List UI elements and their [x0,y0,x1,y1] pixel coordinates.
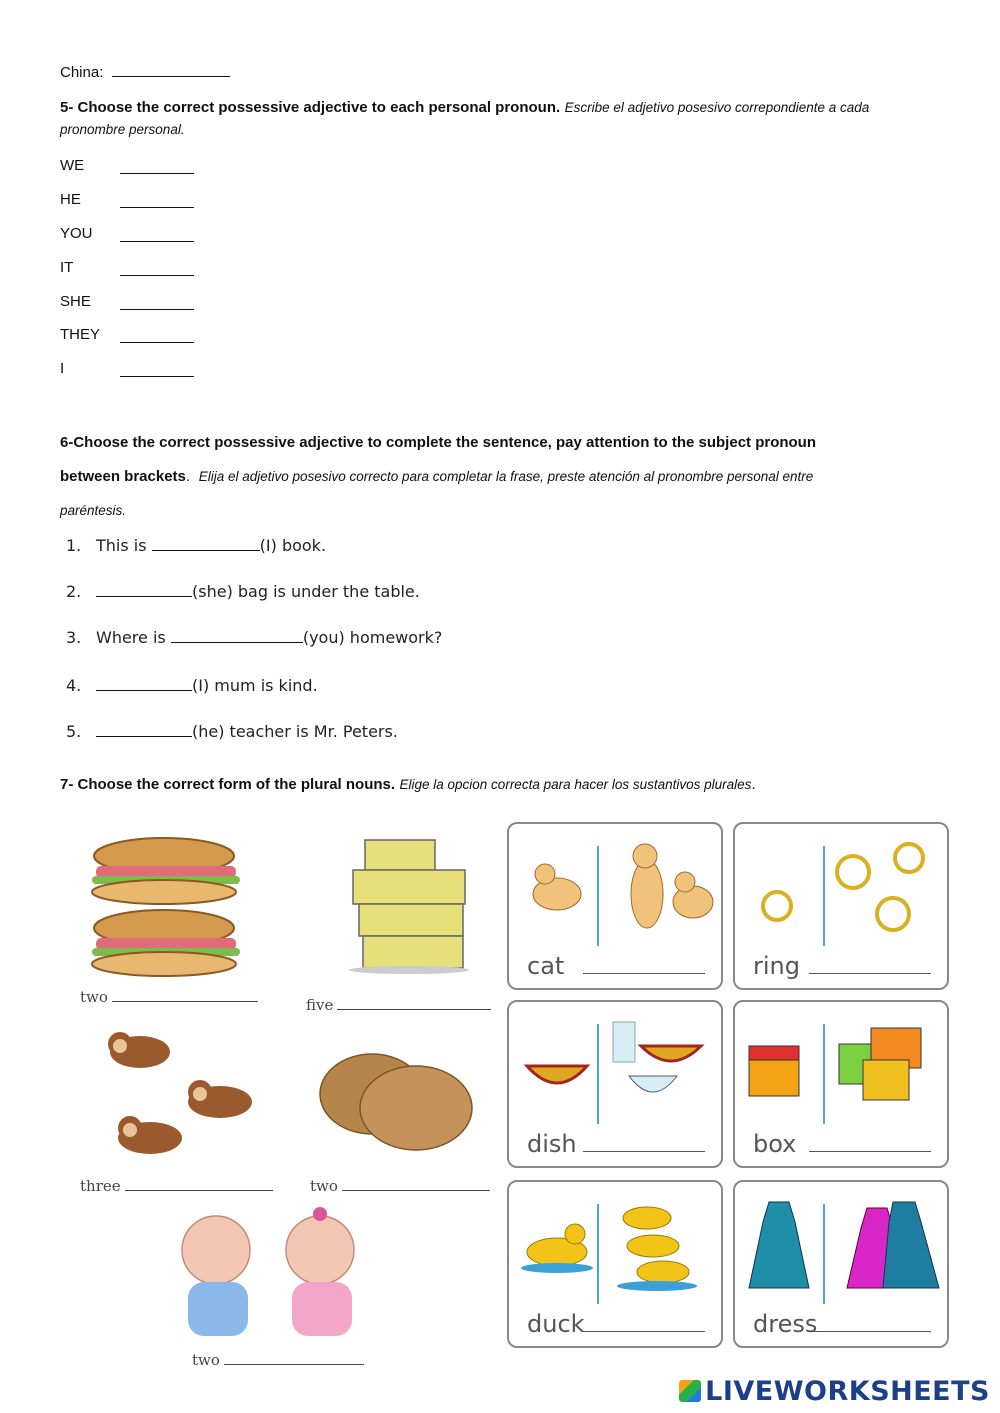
pronoun-row-we [60,157,260,179]
pronoun-row-you [60,225,260,247]
quantity-word: two [310,1177,338,1195]
card-dish [507,1000,723,1168]
sentence-answer-blank[interactable] [171,628,303,643]
ring-icon [743,832,943,942]
card-box [733,1000,949,1168]
sentence-number: 4. [66,676,82,695]
pronoun-answer-blank[interactable] [120,241,194,242]
quantity-word: two [192,1351,220,1369]
pronoun-answer-blank[interactable] [120,309,194,310]
sandwiches-illustration [84,836,246,982]
sentence-after: (he) teacher is Mr. Peters. [192,722,398,741]
pronoun-answer-blank[interactable] [120,342,194,343]
card-word: dress [753,1310,818,1338]
pronoun-label: WE [60,157,85,174]
sentence-5 [66,722,398,741]
pronoun-label: THEY [60,326,101,343]
sentence-number: 5. [66,722,82,741]
pronoun-row-she [60,293,260,315]
pronoun-answer-blank[interactable] [120,275,194,276]
sentence-before: This is [96,536,152,555]
potatoes-illustration [316,1038,476,1158]
exercise-7-heading: 7- Choose the correct form of the plural nouns. Elige la opcion correcta para hacer los sustantivos plurales. [60,776,756,793]
potatoes-answer-blank[interactable] [342,1190,490,1191]
pronoun-label: IT [60,259,74,276]
babies-illustration [170,1206,370,1346]
box-icon [743,1016,943,1116]
sentence-after: (I) mum is kind. [192,676,318,695]
pronoun-answer-blank[interactable] [120,376,194,377]
sentence-after: (you) homework? [302,628,443,647]
quantity-word: three [80,1177,121,1195]
monkeys-label [80,1177,273,1195]
card-cat [507,822,723,990]
pronoun-answer-blank[interactable] [120,173,194,174]
card-divider [823,1204,825,1304]
sentence-answer-blank[interactable] [96,582,192,597]
cat-answer-blank[interactable] [583,973,705,974]
card-word: dish [527,1130,577,1158]
sentence-1 [66,536,326,555]
pronoun-row-it [60,259,260,281]
card-word: box [753,1130,797,1158]
logo-text: LIVEWORKSHEETS [705,1376,990,1407]
card-divider [823,1024,825,1124]
dress-answer-blank[interactable] [809,1331,931,1332]
duck-answer-blank[interactable] [583,1331,705,1332]
sentence-number: 1. [66,536,82,555]
babies-label [192,1351,364,1369]
exercise-5-subtitle: Escribe el adjetivo posesivo correpondiente a cada [564,100,870,115]
pronoun-row-i [60,360,260,382]
quantity-word: two [80,988,108,1006]
exercise-5-title: 5- Choose the correct possessive adjective to each personal pronoun. [60,99,561,116]
card-word: ring [753,952,800,980]
card-duck [507,1180,723,1348]
pronoun-answer-blank[interactable] [120,207,194,208]
logo-icon [679,1380,701,1402]
quantity-word: five [306,996,334,1014]
china-answer-blank[interactable] [112,62,230,77]
pronoun-label: I [60,360,65,377]
sentence-2 [66,582,420,601]
exercise-6-subtitle: Elija el adjetivo posesivo correcto para completar la frase, preste atención al pronombre personal entre [198,469,814,484]
exercise-6-title-2: between brackets [60,468,186,485]
monkeys-illustration [100,1018,276,1168]
babies-answer-blank[interactable] [224,1364,364,1365]
exercise-6-title: 6-Choose the correct possessive adjective to complete the sentence, pay attention to the subject pronoun [60,434,817,451]
liveworksheets-logo [679,1376,990,1407]
china-label: China: [60,64,104,81]
exercise-7-title: 7- Choose the correct form of the plural nouns. [60,776,396,793]
sentence-after: (I) book. [259,536,327,555]
card-divider [597,1024,599,1124]
pronoun-row-they [60,326,260,348]
card-divider [597,1204,599,1304]
duck-icon [517,1188,717,1298]
sentence-after: (she) bag is under the table. [192,582,420,601]
ring-answer-blank[interactable] [809,973,931,974]
pronoun-label: HE [60,191,81,208]
boxes-answer-blank[interactable] [337,1009,491,1010]
sandwiches-label [80,988,258,1006]
exercise-5-heading [60,97,960,141]
china-line [60,62,230,81]
card-dress [733,1180,949,1348]
monkeys-answer-blank[interactable] [125,1190,273,1191]
boxes-illustration [345,834,475,974]
sentence-3 [66,628,442,647]
sandwiches-answer-blank[interactable] [112,1001,258,1002]
box-answer-blank[interactable] [809,1151,931,1152]
card-word: duck [527,1310,585,1338]
sentence-answer-blank[interactable] [96,722,192,737]
exercise-6-subtitle-2: paréntesis. [60,503,127,518]
sentence-number: 3. [66,628,82,647]
potatoes-label [310,1177,490,1195]
dress-icon [743,1192,943,1302]
pronoun-row-he [60,191,260,213]
card-divider [597,846,599,946]
sentence-before: Where is [96,628,171,647]
exercise-6-heading: 6-Choose the correct possessive adjective to complete the sentence, pay attention to the subject pronoun between brackets. Elija el adjetivo posesivo correcto para completar la frase, preste atención al pronombre personal entre paréntesis. [60,434,817,518]
card-word: cat [527,952,565,980]
sentence-number: 2. [66,582,82,601]
sentence-4 [66,676,318,695]
exercise-5-subtitle-2: pronombre personal. [60,122,185,137]
card-divider [823,846,825,946]
boxes-label [306,996,491,1014]
dish-answer-blank[interactable] [583,1151,705,1152]
sentence-answer-blank[interactable] [152,536,260,551]
sentence-answer-blank[interactable] [96,676,192,691]
pronoun-label: YOU [60,225,93,242]
cat-icon [517,834,717,944]
pronoun-label: SHE [60,293,91,310]
dish-icon [517,1016,717,1116]
exercise-7-subtitle: Elige la opcion correcta para hacer los sustantivos plurales [399,777,752,792]
card-ring [733,822,949,990]
